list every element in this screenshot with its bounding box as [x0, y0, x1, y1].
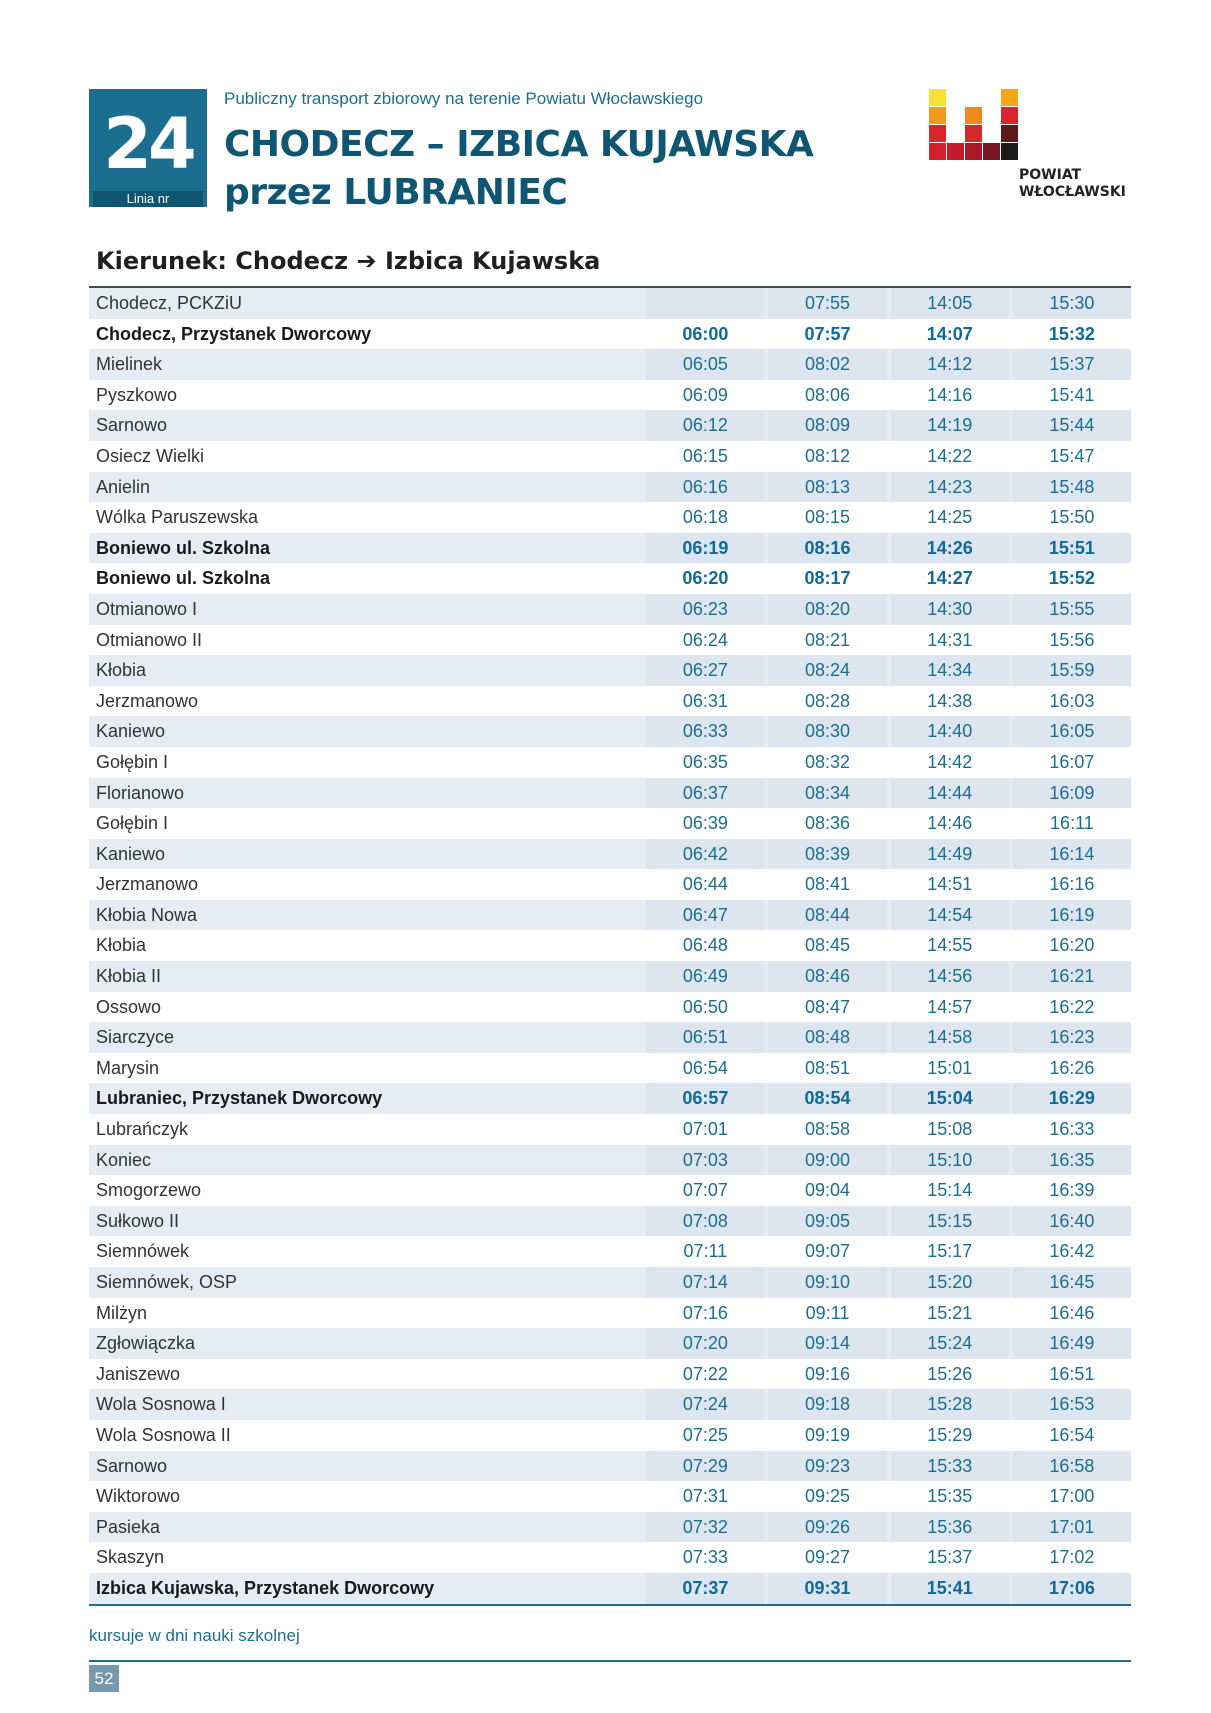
table-row — [89, 900, 1131, 931]
footer-divider — [89, 1660, 1131, 1662]
departure-time-3: 15:33 — [891, 1451, 1009, 1482]
departure-time-4: 16:21 — [1013, 961, 1131, 992]
table-row — [89, 930, 1131, 961]
table-row — [89, 1175, 1131, 1206]
departure-time-4: 15:55 — [1013, 594, 1131, 625]
departure-time-1: 06:57 — [646, 1083, 764, 1114]
departure-time-4: 15:41 — [1049, 384, 1095, 405]
stop-name: Sarnowo — [89, 410, 642, 441]
stop-name: Lubraniec, Przystanek Dworcowy — [89, 1083, 642, 1114]
departure-time-4: 17:00 — [1049, 1486, 1095, 1507]
departure-time-4: 15:44 — [1013, 410, 1131, 441]
departure-time-4: 16:23 — [1013, 1022, 1131, 1053]
stop-name: Marysin — [96, 1057, 160, 1078]
stop-name: Chodecz, PCKZiU — [89, 288, 642, 319]
departure-time-2: 08:16 — [768, 533, 886, 564]
stop-name: Boniewo ul. Szkolna — [96, 568, 271, 589]
departure-time-1: 06:33 — [646, 716, 764, 747]
departure-time-3: 15:20 — [891, 1267, 1009, 1298]
departure-time-2: 08:12 — [805, 445, 851, 466]
direction-from: Kierunek: Chodecz — [96, 247, 349, 275]
departure-time-4: 16:29 — [1013, 1083, 1131, 1114]
direction-heading — [96, 247, 600, 275]
departure-time-4: 16:33 — [1049, 1119, 1095, 1140]
departure-time-3: 14:58 — [891, 1022, 1009, 1053]
departure-time-1: 07:32 — [646, 1512, 764, 1543]
table-row — [89, 992, 1131, 1023]
departure-time-4: 16:07 — [1049, 751, 1095, 772]
departure-time-2: 09:31 — [768, 1573, 886, 1604]
departure-time-1 — [646, 288, 764, 319]
departure-time-2: 08:13 — [768, 472, 886, 503]
departure-time-3: 15:24 — [891, 1328, 1009, 1359]
departure-time-1: 07:14 — [646, 1267, 764, 1298]
departure-time-3: 14:12 — [891, 349, 1009, 380]
stop-name: Wiktorowo — [96, 1486, 181, 1507]
departure-time-1: 06:00 — [682, 323, 729, 344]
departure-time-4: 15:56 — [1049, 629, 1095, 650]
departure-time-3: 14:31 — [927, 629, 973, 650]
stop-name: Kłobia — [96, 935, 147, 956]
title-line-1: CHODECZ – IZBICA KUJAWSKA — [224, 124, 814, 165]
departure-time-3: 14:49 — [891, 839, 1009, 870]
direction-to: Izbica Kujawska — [384, 247, 601, 275]
table-row — [89, 472, 1131, 503]
departure-time-4: 16:16 — [1049, 874, 1095, 895]
departure-time-4: 17:06 — [1013, 1573, 1131, 1604]
table-row — [89, 1022, 1131, 1053]
departure-time-3: 15:36 — [891, 1512, 1009, 1543]
departure-time-4: 16:40 — [1013, 1206, 1131, 1237]
departure-time-1: 06:05 — [646, 349, 764, 380]
table-row — [89, 961, 1131, 992]
stop-name: Skaszyn — [96, 1547, 165, 1568]
departure-time-3: 14:22 — [927, 445, 973, 466]
table-row — [89, 655, 1131, 686]
stop-name: Gołębin I — [96, 813, 169, 834]
table-row — [89, 1083, 1131, 1114]
title-line-2: przez LUBRANIEC — [224, 172, 568, 213]
table-row — [89, 288, 1131, 319]
departure-time-1: 07:16 — [682, 1302, 728, 1323]
departure-time-1: 06:54 — [682, 1057, 728, 1078]
footnote: kursuje w dni nauki szkolnej — [89, 1626, 300, 1645]
departure-time-2: 08:28 — [805, 690, 851, 711]
stop-name: Izbica Kujawska, Przystanek Dworcowy — [89, 1573, 642, 1604]
stop-name: Florianowo — [89, 778, 642, 809]
departure-time-2: 08:21 — [805, 629, 851, 650]
departure-time-4: 15:47 — [1049, 445, 1095, 466]
departure-time-2: 07:55 — [768, 288, 886, 319]
departure-time-4: 16:35 — [1013, 1145, 1131, 1176]
departure-time-3: 14:16 — [927, 384, 973, 405]
stop-name: Wólka Paruszewska — [96, 507, 259, 528]
stop-name: Ossowo — [96, 996, 162, 1017]
departure-time-2: 08:02 — [768, 349, 886, 380]
departure-time-4: 16:45 — [1013, 1267, 1131, 1298]
stop-name: Janiszewo — [96, 1363, 181, 1384]
departure-time-1: 06:18 — [682, 507, 728, 528]
departure-time-2: 09:23 — [768, 1451, 886, 1482]
table-row — [89, 1481, 1131, 1512]
table-row — [89, 839, 1131, 870]
departure-time-1: 07:29 — [646, 1451, 764, 1482]
departure-time-2: 09:14 — [768, 1328, 886, 1359]
table-row — [89, 319, 1131, 350]
departure-time-2: 08:46 — [768, 961, 886, 992]
departure-time-4: 16:20 — [1049, 935, 1095, 956]
stop-name: Wola Sosnowa II — [96, 1424, 231, 1445]
departure-time-2: 08:20 — [768, 594, 886, 625]
departure-time-3: 15:26 — [927, 1363, 973, 1384]
stop-name: Koniec — [89, 1145, 642, 1176]
stop-name: Anielin — [89, 472, 642, 503]
table-row — [89, 1206, 1131, 1237]
table-row — [89, 1114, 1131, 1145]
table-row — [89, 1359, 1131, 1390]
departure-time-4: 17:02 — [1049, 1547, 1095, 1568]
departure-time-3: 15:41 — [891, 1573, 1009, 1604]
table-row — [89, 1145, 1131, 1176]
powiat-logo — [929, 89, 1129, 209]
table-row — [89, 533, 1131, 564]
departure-time-1: 06:48 — [682, 935, 728, 956]
departure-time-1: 06:12 — [646, 410, 764, 441]
table-row — [89, 1512, 1131, 1543]
departure-time-3: 15:28 — [891, 1389, 1009, 1420]
departure-time-2: 09:10 — [768, 1267, 886, 1298]
table-row — [89, 349, 1131, 380]
table-row — [89, 625, 1131, 656]
logo-text — [1019, 167, 1126, 201]
page-title — [224, 121, 813, 217]
stop-name: Jerzmanowo — [96, 874, 199, 895]
timetable — [89, 286, 1131, 1606]
departure-time-4: 15:50 — [1049, 507, 1095, 528]
table-row — [89, 747, 1131, 778]
departure-time-2: 08:39 — [768, 839, 886, 870]
line-label: Linia nr — [93, 191, 203, 207]
logo-grid-icon — [929, 89, 1029, 169]
departure-time-1: 06:31 — [682, 690, 728, 711]
departure-time-1: 06:20 — [682, 568, 729, 589]
stop-name: Pasieka — [89, 1512, 642, 1543]
departure-time-1: 06:15 — [682, 445, 728, 466]
departure-time-4: 16:22 — [1049, 996, 1095, 1017]
departure-time-2: 08:09 — [768, 410, 886, 441]
departure-time-3: 14:07 — [926, 323, 973, 344]
departure-time-1: 06:09 — [682, 384, 728, 405]
departure-time-3: 14:38 — [927, 690, 973, 711]
departure-time-2: 09:26 — [768, 1512, 886, 1543]
departure-time-2: 09:07 — [805, 1241, 851, 1262]
departure-time-3: 15:14 — [927, 1180, 973, 1201]
departure-time-4: 16:42 — [1049, 1241, 1095, 1262]
departure-time-2: 07:57 — [804, 323, 851, 344]
stop-name: Siarczyce — [89, 1022, 642, 1053]
table-row — [89, 1267, 1131, 1298]
stop-name: Zgłowiączka — [89, 1328, 642, 1359]
table-row — [89, 1298, 1131, 1329]
stop-name: Smogorzewo — [96, 1180, 202, 1201]
departure-time-2: 08:30 — [768, 716, 886, 747]
departure-time-2: 08:41 — [805, 874, 851, 895]
departure-time-2: 08:44 — [768, 900, 886, 931]
departure-time-2: 08:45 — [805, 935, 851, 956]
departure-time-3: 15:15 — [891, 1206, 1009, 1237]
departure-time-4: 15:48 — [1013, 472, 1131, 503]
departure-time-4: 16:46 — [1049, 1302, 1095, 1323]
departure-time-3: 15:04 — [891, 1083, 1009, 1114]
table-row — [89, 869, 1131, 900]
stop-name: Siemnówek, OSP — [89, 1267, 642, 1298]
departure-time-3: 15:37 — [927, 1547, 973, 1568]
departure-time-1: 06:35 — [682, 751, 728, 772]
table-row — [89, 808, 1131, 839]
departure-time-4: 15:59 — [1013, 655, 1131, 686]
logo-text-line-1: POWIAT — [1019, 167, 1082, 183]
stop-name: Boniewo ul. Szkolna — [89, 533, 642, 564]
departure-time-4: 17:01 — [1013, 1512, 1131, 1543]
departure-time-1: 06:42 — [646, 839, 764, 870]
departure-time-1: 06:24 — [682, 629, 728, 650]
departure-time-1: 07:03 — [646, 1145, 764, 1176]
departure-time-2: 09:19 — [805, 1424, 851, 1445]
departure-time-1: 07:25 — [682, 1424, 728, 1445]
stop-name: Kaniewo — [89, 839, 642, 870]
departure-time-4: 16:49 — [1013, 1328, 1131, 1359]
departure-time-4: 16:19 — [1013, 900, 1131, 931]
subtitle: Publiczny transport zbiorowy na terenie Powiatu Włocławskiego — [224, 89, 704, 108]
departure-time-1: 06:16 — [646, 472, 764, 503]
table-row — [89, 778, 1131, 809]
departure-time-4: 15:32 — [1048, 323, 1095, 344]
table-row — [89, 502, 1131, 533]
departure-time-1: 06:49 — [646, 961, 764, 992]
departure-time-3: 15:08 — [927, 1119, 973, 1140]
departure-time-2: 09:18 — [768, 1389, 886, 1420]
departure-time-3: 14:46 — [927, 813, 973, 834]
departure-time-3: 14:54 — [891, 900, 1009, 931]
departure-time-3: 14:51 — [927, 874, 973, 895]
departure-time-2: 08:51 — [805, 1057, 851, 1078]
stop-name: Otmianowo I — [89, 594, 642, 625]
departure-time-3: 14:40 — [891, 716, 1009, 747]
logo-text-line-2: WŁOCŁAWSKI — [1019, 184, 1126, 200]
stop-name: Kaniewo — [89, 716, 642, 747]
departure-time-3: 15:21 — [927, 1302, 973, 1323]
departure-time-3: 14:55 — [927, 935, 973, 956]
table-row — [89, 594, 1131, 625]
departure-time-3: 14:25 — [927, 507, 973, 528]
departure-time-2: 08:17 — [804, 568, 851, 589]
departure-time-1: 07:07 — [682, 1180, 728, 1201]
stop-name: Kłobia — [89, 655, 642, 686]
departure-time-4: 15:51 — [1013, 533, 1131, 564]
departure-time-1: 06:39 — [682, 813, 728, 834]
departure-time-4: 16:53 — [1013, 1389, 1131, 1420]
departure-time-1: 07:22 — [682, 1363, 728, 1384]
departure-time-1: 07:31 — [682, 1486, 728, 1507]
departure-time-4: 16:09 — [1013, 778, 1131, 809]
departure-time-2: 09:16 — [805, 1363, 851, 1384]
departure-time-3: 15:01 — [927, 1057, 973, 1078]
departure-time-1: 07:01 — [682, 1119, 728, 1140]
departure-time-2: 08:48 — [768, 1022, 886, 1053]
departure-time-4: 16:26 — [1049, 1057, 1095, 1078]
departure-time-2: 08:24 — [768, 655, 886, 686]
departure-time-3: 14:34 — [891, 655, 1009, 686]
departure-time-3: 14:44 — [891, 778, 1009, 809]
departure-time-1: 07:20 — [646, 1328, 764, 1359]
departure-time-2: 09:00 — [768, 1145, 886, 1176]
stop-name: Gołębin I — [96, 751, 169, 772]
page-number: 52 — [89, 1665, 119, 1692]
departure-time-1: 06:27 — [646, 655, 764, 686]
arrow-right-icon: ➔ — [356, 247, 377, 275]
departure-time-2: 08:15 — [805, 507, 851, 528]
stop-name: Pyszkowo — [96, 384, 178, 405]
departure-time-1: 06:50 — [682, 996, 728, 1017]
table-row — [89, 1451, 1131, 1482]
stop-name: Chodecz, Przystanek Dworcowy — [96, 323, 372, 344]
departure-time-2: 09:27 — [805, 1547, 851, 1568]
departure-time-4: 15:52 — [1048, 568, 1095, 589]
table-row — [89, 1542, 1131, 1573]
departure-time-2: 09:25 — [805, 1486, 851, 1507]
stop-name: Otmianowo II — [96, 629, 203, 650]
departure-time-4: 16:03 — [1049, 690, 1095, 711]
departure-time-1: 07:11 — [683, 1241, 728, 1262]
departure-time-4: 16:54 — [1049, 1424, 1095, 1445]
departure-time-1: 06:51 — [646, 1022, 764, 1053]
table-row — [89, 1328, 1131, 1359]
departure-time-4: 15:30 — [1013, 288, 1131, 319]
departure-time-4: 16:05 — [1013, 716, 1131, 747]
table-row — [89, 1573, 1131, 1604]
header — [89, 89, 1139, 219]
stop-name: Wola Sosnowa I — [89, 1389, 642, 1420]
table-row — [89, 686, 1131, 717]
departure-time-1: 06:23 — [646, 594, 764, 625]
stop-name: Mielinek — [89, 349, 642, 380]
departure-time-1: 07:33 — [682, 1547, 728, 1568]
table-row — [89, 441, 1131, 472]
stop-name: Jerzmanowo — [96, 690, 199, 711]
departure-time-2: 08:06 — [805, 384, 851, 405]
departure-time-3: 15:29 — [927, 1424, 973, 1445]
departure-time-3: 14:19 — [891, 410, 1009, 441]
departure-time-3: 14:57 — [927, 996, 973, 1017]
departure-time-2: 09:04 — [805, 1180, 851, 1201]
departure-time-2: 08:54 — [768, 1083, 886, 1114]
departure-time-4: 16:58 — [1013, 1451, 1131, 1482]
table-row — [89, 1389, 1131, 1420]
table-row — [89, 380, 1131, 411]
departure-time-3: 14:30 — [891, 594, 1009, 625]
stop-name: Kłobia Nowa — [89, 900, 642, 931]
departure-time-1: 06:47 — [646, 900, 764, 931]
stop-name: Lubrańczyk — [96, 1119, 189, 1140]
departure-time-2: 08:36 — [805, 813, 851, 834]
departure-time-2: 09:05 — [768, 1206, 886, 1237]
departure-time-4: 16:51 — [1049, 1363, 1095, 1384]
departure-time-3: 14:23 — [891, 472, 1009, 503]
line-number: 24 — [103, 103, 193, 185]
departure-time-1: 07:37 — [646, 1573, 764, 1604]
departure-time-1: 06:19 — [646, 533, 764, 564]
departure-time-2: 08:32 — [805, 751, 851, 772]
departure-time-2: 08:34 — [768, 778, 886, 809]
departure-time-3: 14:27 — [926, 568, 973, 589]
stop-name: Kłobia II — [89, 961, 642, 992]
table-row — [89, 1053, 1131, 1084]
stop-name: Sułkowo II — [89, 1206, 642, 1237]
departure-time-1: 07:24 — [646, 1389, 764, 1420]
table-row — [89, 716, 1131, 747]
departure-time-4: 16:11 — [1050, 813, 1094, 834]
departure-time-1: 07:08 — [646, 1206, 764, 1237]
departure-time-1: 06:44 — [682, 874, 728, 895]
departure-time-4: 16:39 — [1049, 1180, 1095, 1201]
stop-name: Siemnówek — [96, 1241, 190, 1262]
departure-time-3: 14:26 — [891, 533, 1009, 564]
departure-time-3: 15:17 — [927, 1241, 973, 1262]
departure-time-2: 08:58 — [805, 1119, 851, 1140]
departure-time-3: 14:05 — [891, 288, 1009, 319]
departure-time-3: 14:42 — [927, 751, 973, 772]
stop-name: Sarnowo — [89, 1451, 642, 1482]
departure-time-3: 15:35 — [927, 1486, 973, 1507]
departure-time-2: 09:11 — [805, 1302, 850, 1323]
departure-time-4: 16:14 — [1013, 839, 1131, 870]
departure-time-3: 14:56 — [891, 961, 1009, 992]
stop-name: Milżyn — [96, 1302, 148, 1323]
departure-time-2: 08:47 — [805, 996, 851, 1017]
departure-time-3: 15:10 — [891, 1145, 1009, 1176]
departure-time-4: 15:37 — [1013, 349, 1131, 380]
line-number-badge — [89, 89, 207, 207]
departure-time-1: 06:37 — [646, 778, 764, 809]
table-row — [89, 563, 1131, 594]
stop-name: Osiecz Wielki — [96, 445, 205, 466]
table-row — [89, 1420, 1131, 1451]
table-row — [89, 1236, 1131, 1267]
table-row — [89, 410, 1131, 441]
